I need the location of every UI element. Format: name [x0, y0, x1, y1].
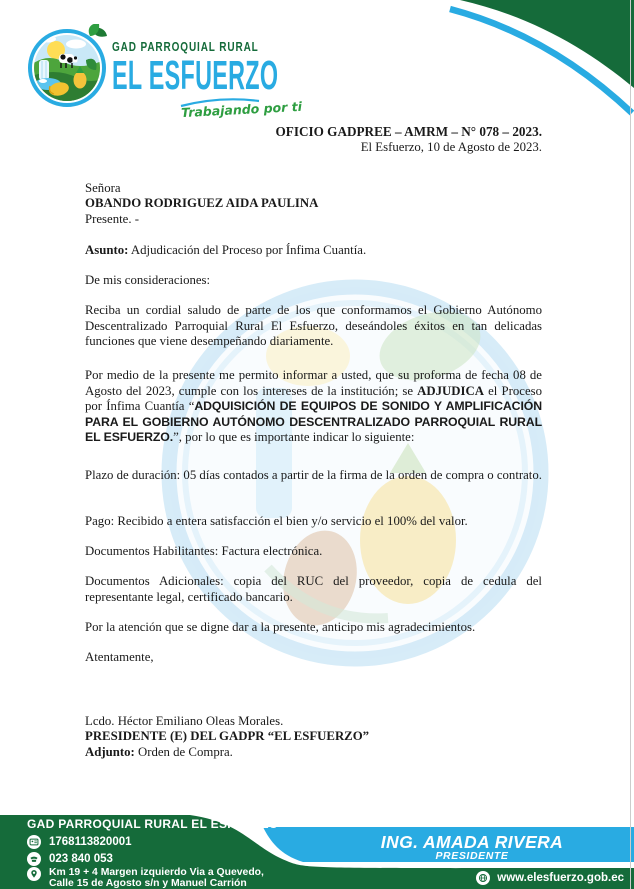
- subject-line: [85, 243, 542, 259]
- paragraph-2-text: ”, por lo que es importante indicar lo siguiente:: [173, 430, 415, 445]
- letter-place-date: El Esfuerzo, 10 de Agosto de 2023.: [360, 140, 542, 154]
- adjudica-keyword: ADJUDICA: [417, 383, 484, 398]
- term-documentos-adicionales: Documentos Adicionales: copia del RUC del proveedor, copia de cedula del representante legal, certificado bancario.: [85, 574, 542, 604]
- footer-address-line2: Calle 15 de Agosto s/n y Manuel Carrión: [49, 878, 247, 889]
- brand-block: [112, 38, 404, 121]
- signer-name: Lcdo. Héctor Emiliano Oleas Morales.: [85, 714, 284, 728]
- footer-website-row: [476, 871, 624, 885]
- attachment-text: Orden de Compra.: [134, 745, 233, 759]
- signer-title: PRESIDENTE (E) DEL GADPR “EL ESFUERZO”: [85, 729, 370, 743]
- attachment-line: [85, 745, 542, 761]
- paragraph-2-text: el Proceso por Ínfima Cuantía “: [85, 383, 542, 414]
- brand-tagline: Trabajando por ti: [180, 98, 303, 121]
- attachment-label: Adjunto:: [85, 745, 135, 759]
- footer-address: [49, 867, 264, 889]
- gad-el-esfuerzo-logo: [26, 24, 110, 110]
- recipient-name: OBANDO RODRIGUEZ AIDA PAULINA: [85, 196, 319, 210]
- corner-decoration: [448, 0, 634, 116]
- paragraph-2-text: Por medio de la presente me permito informar a usted, que su proforma de fecha 08 de Agosto del 2023, cumple con los intereses de la institución; se: [85, 368, 542, 398]
- term-plazo: Plazo de duración: 05 días contados a partir de la firma de la orden de compra o contrato.: [85, 468, 542, 482]
- id-card-icon: [27, 835, 41, 849]
- paragraph-2: [85, 368, 542, 446]
- greeting-line: De mis consideraciones:: [85, 273, 211, 287]
- process-name: ADQUISICIÓN DE EQUIPOS DE SONIDO Y AMPLIFICACIÓN PARA EL GOBIERNO AUTÓNOMO DESCENTRALIZADO PARROQUIAL RURAL EL ESFUERZO.: [85, 399, 542, 445]
- subject-text: Adjudicación del Proceso por Ínfima Cuantía.: [128, 243, 367, 257]
- globe-icon: [476, 871, 490, 885]
- paragraph-1: Reciba un cordial saludo de parte de los que conformamos el Gobierno Autónomo Descentralizado Parroquial Rural El Esfuerzo, deseándoles éxitos en tan delicadas funciones que viene desempeñando diariamente.: [85, 303, 542, 349]
- location-pin-icon: [27, 867, 41, 881]
- page-edge-line: [630, 0, 631, 889]
- footer-phone-row: [27, 852, 113, 866]
- footer-website: www.elesfuerzo.gob.ec: [497, 872, 624, 884]
- org-name-small: GAD PARROQUIAL RURAL: [112, 40, 259, 54]
- subject-label: Asunto:: [85, 243, 129, 257]
- phone-icon: [27, 852, 41, 866]
- term-documentos-habilitantes: Documentos Habilitantes: Factura electrónica.: [85, 544, 323, 558]
- footer-ruc-row: [27, 835, 132, 849]
- president-banner: [310, 833, 634, 862]
- footer-phone: 023 840 053: [49, 853, 113, 865]
- org-name-large: EL ESFUERZO: [112, 52, 279, 98]
- president-name: ING. AMADA RIVERA: [380, 832, 564, 852]
- footer-address-row: [27, 867, 264, 889]
- footer-ruc: 1768113820001: [49, 836, 132, 848]
- footer: [0, 811, 634, 889]
- closing-salute: Atentamente,: [85, 650, 154, 664]
- closing-thanks: Por la atención que se digne dar a la presente, anticipo mis agradecimientos.: [85, 620, 476, 634]
- presente-line: Presente. -: [85, 212, 140, 226]
- president-title: PRESIDENTE: [435, 850, 509, 862]
- footer-org-name: GAD PARROQUIAL RURAL EL ESFUERZO: [27, 817, 279, 831]
- letter-reference: OFICIO GADPREE – AMRM – N° 078 – 2023.: [275, 124, 542, 139]
- pineapple-icon: [74, 72, 87, 89]
- footer-address-line1: Km 19 + 4 Margen izquierdo Via a Quevedo,: [49, 867, 264, 878]
- term-pago: Pago: Recibido a entera satisfacción el bien y/o servicio el 100% del valor.: [85, 514, 468, 528]
- salutation: Señora: [85, 181, 121, 195]
